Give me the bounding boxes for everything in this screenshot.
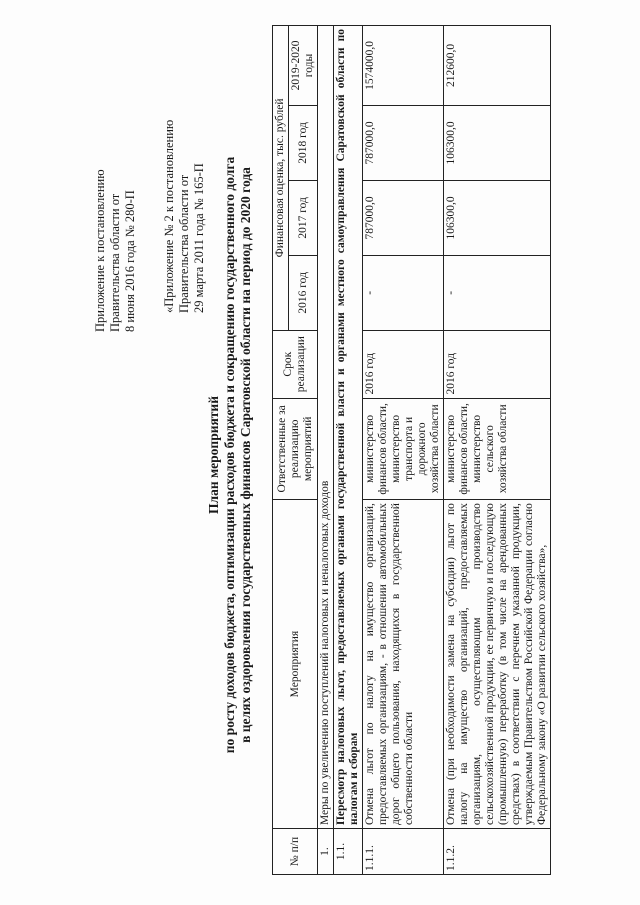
title-line: в целях оздоровления государственных финансов Саратовской области на период до 2020 года bbox=[238, 167, 253, 743]
document-title bbox=[206, 45, 254, 865]
row-value-2016: - bbox=[444, 255, 551, 330]
section-row bbox=[318, 26, 334, 875]
row-term: 2016 год bbox=[444, 330, 551, 398]
subsection-row bbox=[334, 26, 363, 875]
row-value-2016: - bbox=[363, 255, 444, 330]
title-line: по росту доходов бюджета, оптимизации расходов бюджета и сокращению государственного долга bbox=[222, 156, 237, 754]
row-num: 1.1.2. bbox=[444, 829, 551, 875]
section-title: Меры по увеличению поступлений налоговых и неналоговых доходов bbox=[318, 26, 334, 829]
row-value-2017: 106300,0 bbox=[444, 180, 551, 255]
row-term: 2016 год bbox=[363, 330, 444, 398]
row-responsible: министерство финансов области, министерство транспорта и дорожного хозяйства области bbox=[363, 398, 444, 500]
annex-quote-line: Правительства области от bbox=[177, 174, 191, 313]
table-row bbox=[444, 26, 551, 875]
row-action: Отмена льгот по налогу на имущество организаций, предоставляемых организациям, - в отношении автомобильных дорог общего пользования, находящихся в государственной собственности области bbox=[363, 500, 444, 829]
plan-table bbox=[272, 25, 551, 875]
annex-quote-line: 29 марта 2011 года № 165-П bbox=[192, 163, 206, 313]
header-year: 2017 год bbox=[289, 180, 318, 255]
header-year: 2018 год bbox=[289, 105, 318, 180]
header-responsible: Ответственные за реализацию мероприятий bbox=[273, 398, 318, 500]
row-value-2019-2020: 1574000,0 bbox=[363, 26, 444, 106]
table-header-row bbox=[273, 26, 289, 875]
row-action: Отмена (при необходимости замена на субсидии) льгот по налогу на имущество организаций, предоставляемых организациям, осуществляющим производство сельскохозяйственной продукции, ее первичную и последующую (промышленную) переработку (в том числе на арендованных средствах) в соответствии с перечнем указанной продукции, утверждаемым Правительством Российской Федерации согласно Федеральному закону «О развитии сельского хозяйства», bbox=[444, 500, 551, 829]
row-value-2019-2020: 212600,0 bbox=[444, 26, 551, 106]
annex-line: 8 июня 2016 года № 280-П bbox=[123, 190, 137, 332]
annex-quote-reference bbox=[162, 13, 207, 313]
row-value-2018: 106300,0 bbox=[444, 105, 551, 180]
row-value-2018: 787000,0 bbox=[363, 105, 444, 180]
header-finance: Финансовая оценка, тыс. рублей bbox=[273, 26, 289, 331]
row-value-2017: 787000,0 bbox=[363, 180, 444, 255]
title-line: План мероприятий bbox=[206, 396, 221, 514]
annex-line: Приложение к постановлению bbox=[93, 169, 107, 332]
header-year: 2016 год bbox=[289, 255, 318, 330]
subsection-num: 1.1. bbox=[334, 829, 363, 875]
header-year: 2019-2020 годы bbox=[289, 26, 318, 106]
annex-line: Правительства области от bbox=[108, 193, 122, 332]
annex-reference bbox=[93, 32, 138, 332]
header-action: Мероприятия bbox=[273, 500, 318, 829]
row-responsible: министерство финансов области, министерство сельского хозяйства области bbox=[444, 398, 551, 500]
row-num: 1.1.1. bbox=[363, 829, 444, 875]
annex-quote-line: «Приложение № 2 к постановлению bbox=[162, 119, 176, 313]
header-num: № п/п bbox=[273, 829, 318, 875]
section-num: 1. bbox=[318, 829, 334, 875]
subsection-title: Пересмотр налоговых льгот, предоставляемых органами государственной власти и органами местного самоуправления Саратовской области по налогам и сборам bbox=[334, 26, 363, 829]
table-row bbox=[363, 26, 444, 875]
header-term: Срок реализации bbox=[273, 330, 318, 398]
